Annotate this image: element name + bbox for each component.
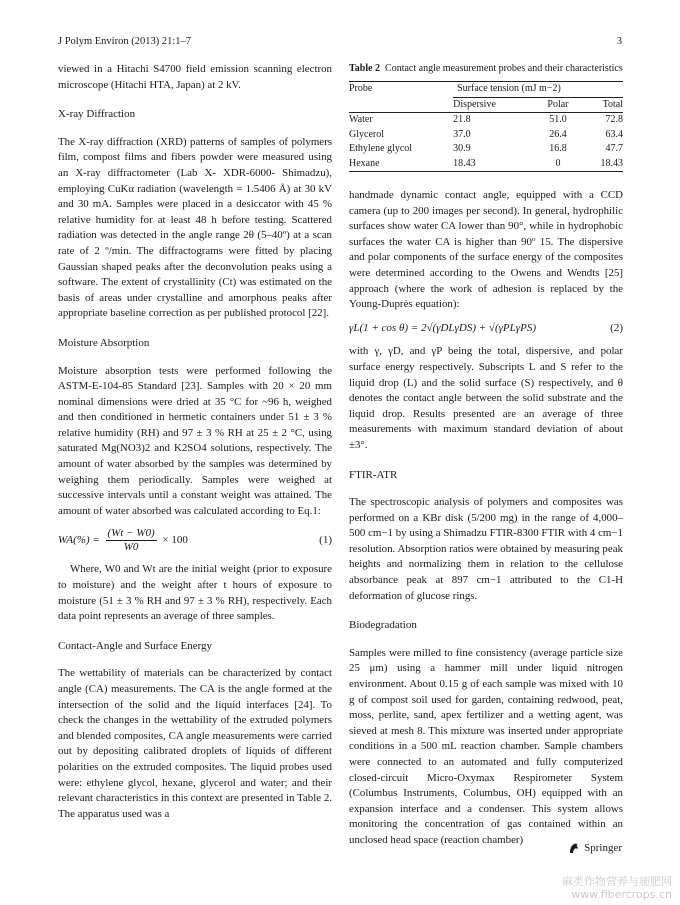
biodegradation-paragraph: Samples were milled to fine consistency (average particle size 25 μm) using a hammer mill under liquid nitrogen environment. About 0.15 g of each sample was mixed with 10 g of compost soil used for garden, containing redwood, peat, moss, perlite, sand, apex fertilizer and a wetting agent, was sieved at mesh 8. This mixture was inserted under appropriate conditions in a 500 mL reaction chamber. Sample chambers were connected to an automated and fully computerized closed-circuit Micro-Oxymax Respirometer System (Columbus Instruments, Columbus, OH) equipped with an expansion interface and a condenser. This system allows monitoring the concentration of gas contained within an unclosed head space (reaction chamber) — [349, 646, 623, 846]
equation-2 — [349, 321, 623, 337]
cell-total: 47.7 — [605, 143, 623, 154]
cell-dispersive: 37.0 — [453, 128, 471, 140]
cell-probe: Hexane — [349, 157, 380, 169]
ftir-paragraph: The spectroscopic analysis of polymers and composites was performed on a KBr disk (5/200 mg) in the range of 4,000–500 cm−1 by using a Shimadzu FTIR-8300 FTIR with 4 cm−1 resolution. Absorption ratios were obtained by measuring peak heights and normalizing them in relation to the cellulose absorbance peak at 897 cm−1 attributed to the C1-H deformation of glucose rings. — [349, 496, 623, 602]
watermark-line-1: 麻类作物营养与施肥网 — [562, 875, 672, 888]
springer-horse-icon — [568, 842, 580, 854]
cell-probe: Ethylene glycol — [349, 143, 413, 154]
watermark-line-2: www.fibercrops.cn — [571, 888, 672, 901]
intro-paragraph: viewed in a Hitachi S4700 field emission scanning electron microscope (Hitachi HTA, Japan) at 2 kV. — [58, 63, 332, 91]
publisher-name: Springer — [584, 842, 622, 854]
equation-1 — [58, 527, 332, 554]
where-paragraph: Where, W0 and Wt are the initial weight (prior to exposure to moisture) and the weight after t hours of exposure to moisture (51 ± 3 % RH and 97 ± 3 % RH), respectively. Each data point represents an average of three samples. — [58, 563, 332, 623]
journal-citation: J Polym Environ (2013) 21:1–7 — [58, 36, 191, 47]
eq1-fraction — [106, 527, 157, 554]
table-row — [349, 142, 623, 157]
running-head — [58, 36, 622, 50]
cell-polar: 26.4 — [549, 128, 567, 140]
eq1-numerator: (Wt − W0) — [107, 527, 155, 540]
col-polar: Polar — [547, 98, 569, 110]
probe-table — [349, 81, 623, 172]
moisture-heading: Moisture Absorption — [58, 336, 150, 349]
cell-dispersive: 30.9 — [453, 143, 471, 154]
cell-probe: Glycerol — [349, 128, 384, 140]
col-dispersive: Dispersive — [453, 98, 496, 110]
cell-total: 63.4 — [605, 128, 623, 140]
table-row — [349, 157, 623, 172]
contact-angle-heading: Contact-Angle and Surface Energy — [58, 639, 213, 652]
left-column — [58, 62, 332, 822]
cell-polar: 0 — [555, 157, 561, 169]
biodegradation-heading: Biodegradation — [349, 619, 417, 632]
col-group-surface-tension: Surface tension (mJ m−2) — [453, 82, 623, 98]
publisher-logo — [568, 842, 622, 854]
watermark — [562, 875, 672, 901]
cell-polar: 51.0 — [549, 114, 567, 125]
table-label: Table 2 — [349, 63, 381, 74]
xrd-paragraph: The X-ray diffraction (XRD) patterns of samples of polymers film, compost films and fibers powder were measured using an X-ray diffractometer (Lab X- XDR-6000- Shimadzu), employing CuKα radiation (wavelength = 1.5406 Å) at 30 kV and 30 mA. Samples were placed in a desiccator with 45 % relative humidity for at least 48 h before testing. Scattered radiation was detected in the angle range 2θ (5–40º) at a scan rate of 2 º/min. The diffractograms were fitted by placing Gaussian shaped peaks after the deconvolution peaks using a software. The extent of crystallinity (Ct) was estimated on the basis of areas under crystalline and amorphous peaks after appropriate baseline correction as per published protocol [22]. — [58, 135, 332, 320]
page-number: 3 — [616, 36, 622, 47]
cell-dispersive: 21.8 — [453, 114, 471, 125]
eq1-number: (1) — [319, 534, 332, 547]
col-probe: Probe — [349, 83, 373, 95]
cell-total: 18.43 — [600, 157, 623, 169]
ftir-heading: FTIR-ATR — [349, 468, 398, 481]
eq2-expression: γL(1 + cos θ) = 2√(γDLγDS) + √(γPLγPS) — [349, 321, 536, 334]
table-row — [349, 128, 623, 143]
eq2-number: (2) — [610, 321, 623, 334]
right-column — [349, 62, 623, 849]
cell-dispersive: 18.43 — [453, 157, 476, 169]
eq2-explanation-paragraph: with γ, γD, and γP being the total, dispersive, and polar surface energy respectively. Subscripts L and S refer to the liquid drop (L) and the solid surface (S) respectively, and θ denotes the contact angle between the solid substrate and the liquid drop. Results presented are an average of three measurements with maximum standard deviation of about ±3°. — [349, 345, 623, 451]
eq1-denominator: W0 — [123, 541, 139, 554]
contact-angle-paragraph: The wettability of materials can be characterized by contact angle (CA) measurements. The CA is the angle formed at the intersection of the solid and the liquid interfaces [24]. To check the changes in the wettability of the extruded polymers and blended composites, CA angle measurements were carried out by depositing calibrated droplets of liquids of different polarities on the extruded composites. The liquid probes used were: ethylene glycol, hexane, glycerol and water; and their relevant characteristics in this context are presented in Table 2. The apparatus used was a — [58, 667, 332, 820]
table-row — [349, 113, 623, 128]
contact-angle-method-paragraph: handmade dynamic contact angle, equipped with a CCD camera (up to 200 images per second). In general, hydrophilic surfaces show water CA lower than 90°, while in hydrophobic surfaces the water CA is higher than 90º 15. The dispersive and polar components of the surface energy of the composites were determined according to the Owens and Wendts [25] approach (where the work of adhesion is replaced by the Young-Duprès equation): — [349, 189, 623, 311]
table-caption — [349, 62, 623, 75]
cell-probe: Water — [349, 114, 373, 125]
eq1-tail: × 100 — [162, 534, 188, 547]
cell-polar: 16.8 — [549, 143, 567, 154]
xrd-heading: X-ray Diffraction — [58, 108, 136, 121]
table-caption-text: Contact angle measurement probes and their characteristics — [385, 63, 623, 74]
table-2 — [349, 62, 623, 172]
moisture-paragraph: Moisture absorption tests were performed following the ASTM-E-104-85 Standard [23]. Samples with 20 × 20 mm nominal dimensions were dried at 35 °C for ~96 h, weighed and then conditioned in hermetic containers under 51 ± 3 % relative humidity (RH) and 97 ± 3 % RH at 25 ± 2 °C, using saturated Mg(NO3)2 and K2SO4 solutions, respectively. The amount of water absorbed by the samples was determined by weighing them periodically. Samples were weighed at successive intervals until a constant weight was attained. The amount of water absorbed was calculated according to Eq.1: — [58, 364, 332, 517]
eq1-lhs: WA(%) = — [58, 534, 100, 547]
col-total: Total — [602, 98, 623, 110]
cell-total: 72.8 — [605, 114, 623, 125]
